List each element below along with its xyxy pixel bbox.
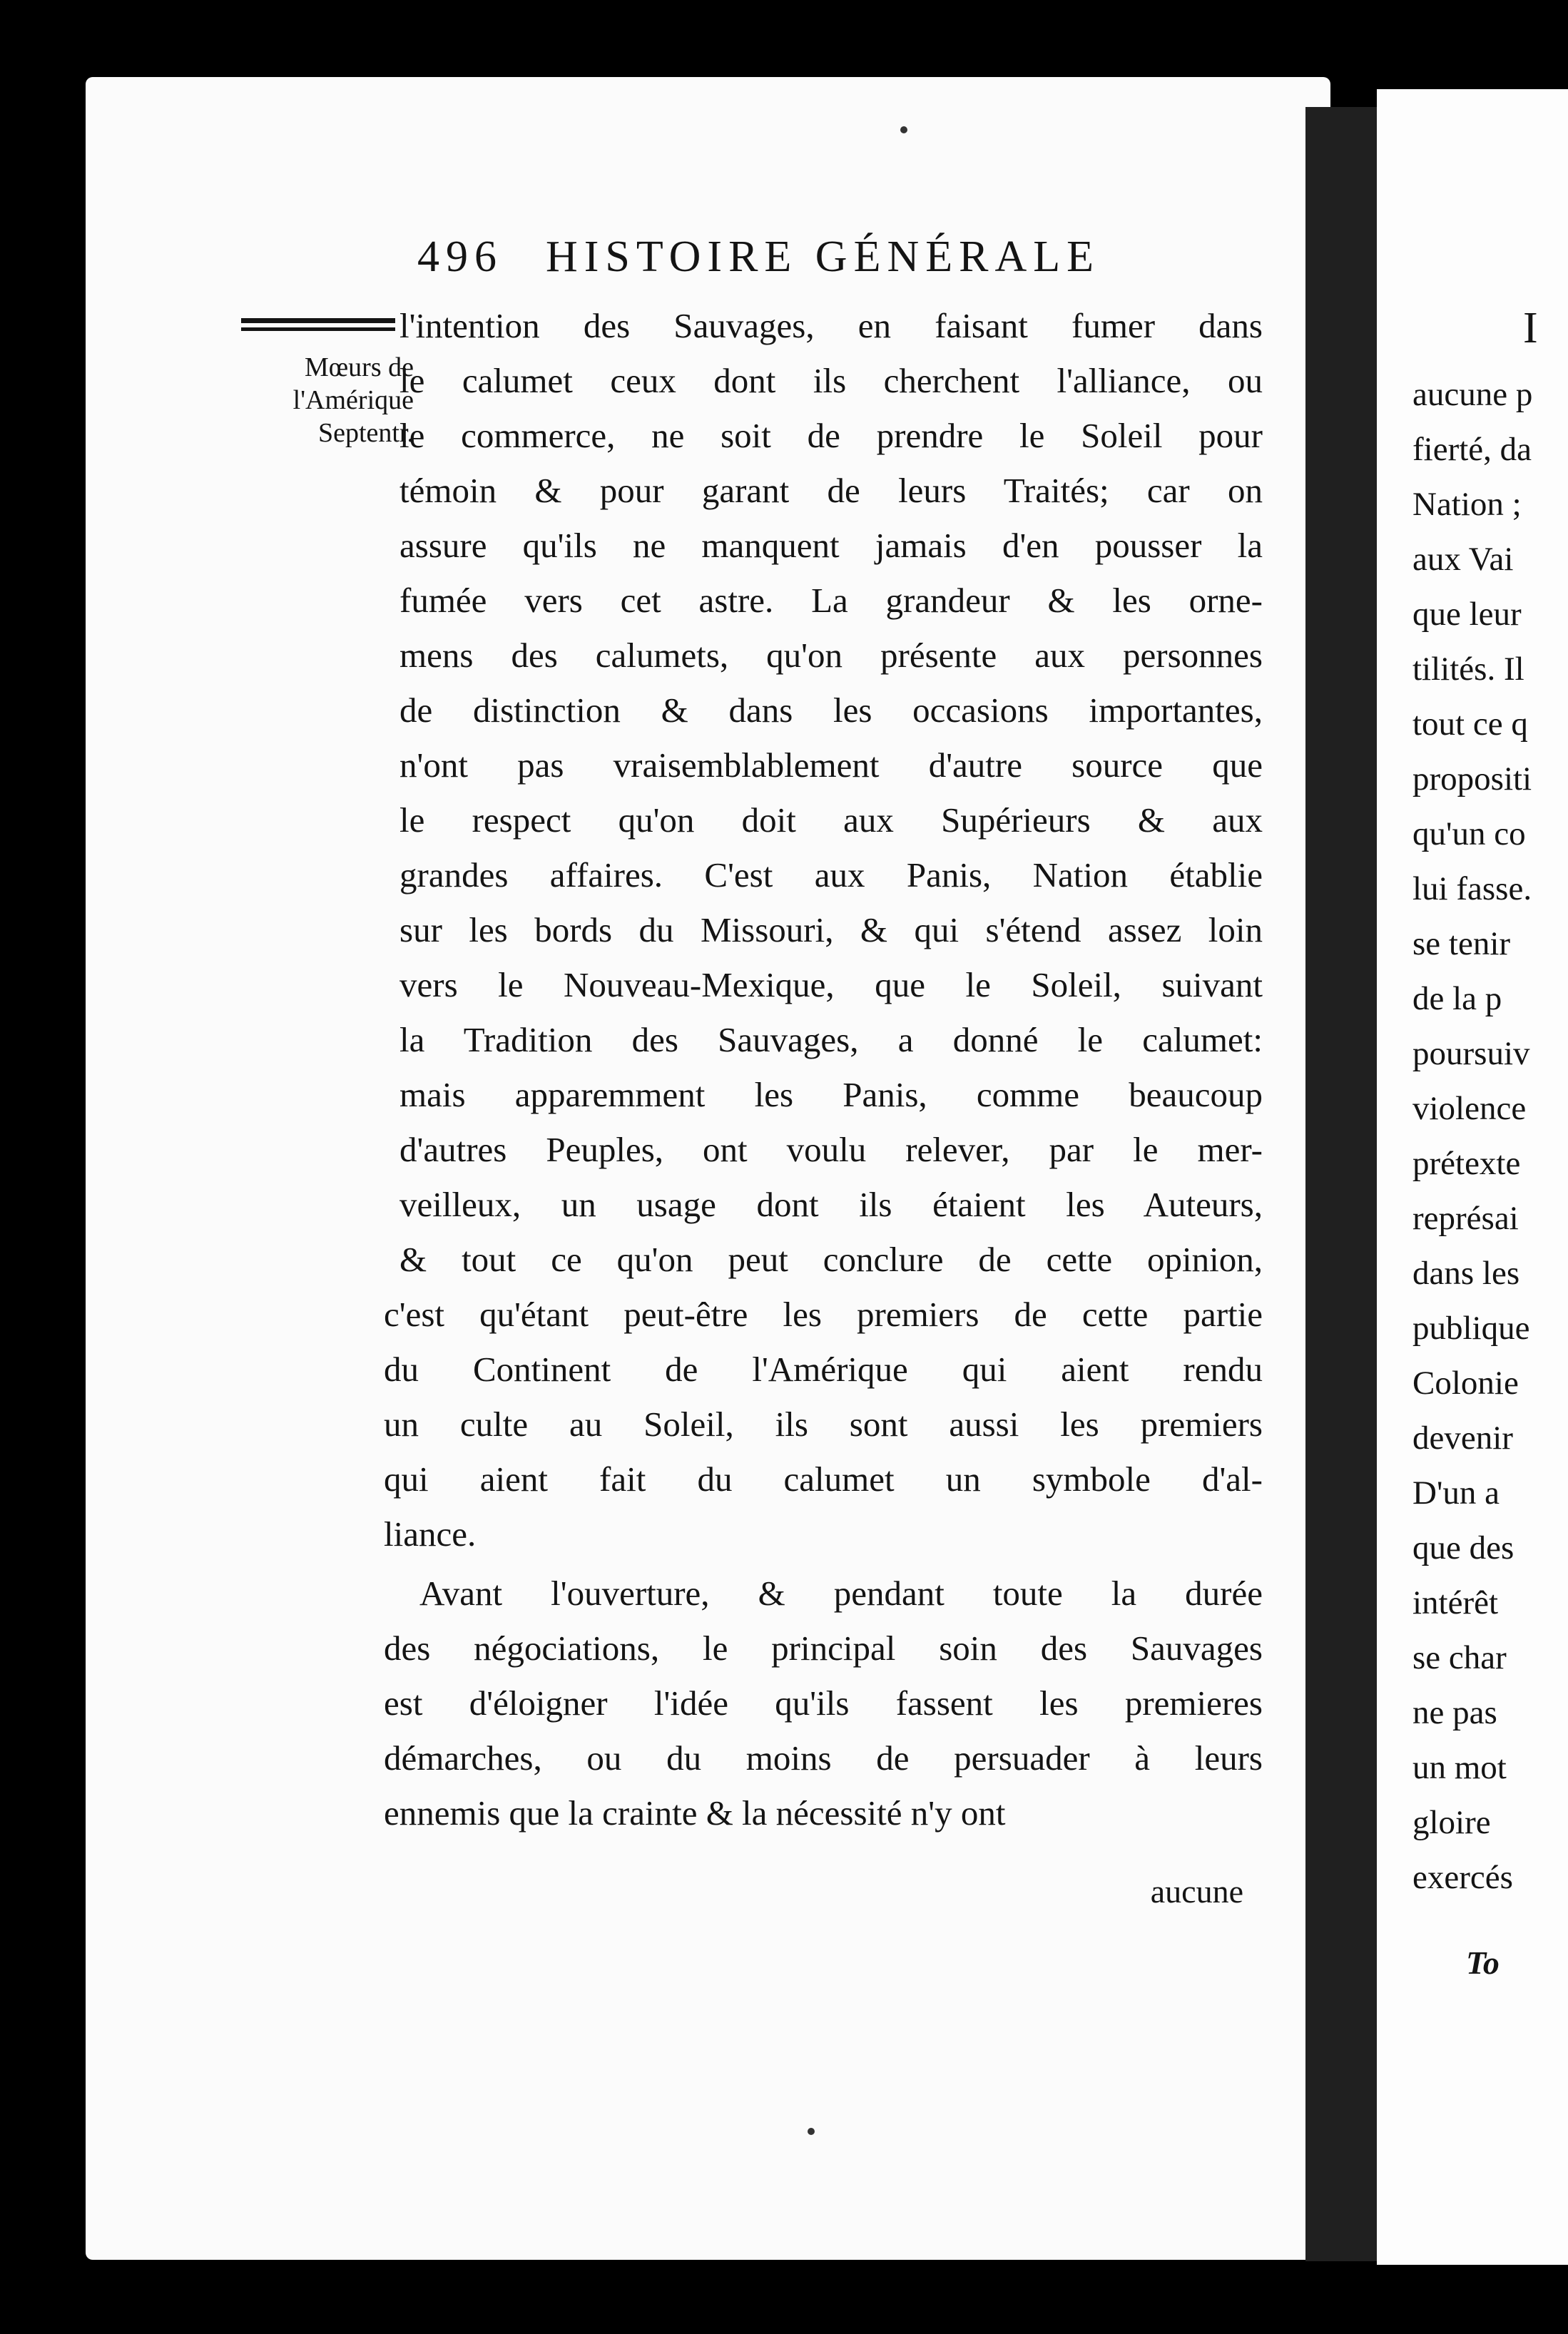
text-line: de distinction & dans les occasions importantes, (399, 690, 1263, 730)
right-text-line: représai (1412, 1200, 1519, 1237)
text-line: la Tradition des Sauvages, a donné le calumet: (399, 1020, 1263, 1059)
text-line: du Continent de l'Amérique qui aient rendu (384, 1350, 1263, 1389)
running-header (417, 232, 1159, 296)
marginal-note (228, 351, 414, 449)
right-text-line: ne pas (1412, 1694, 1497, 1731)
text-line: le calumet ceux dont ils cherchent l'alliance, ou (399, 361, 1263, 400)
text-line: le commerce, ne soit de prendre le Soleil pour (399, 416, 1263, 455)
right-text-line: devenir (1412, 1420, 1513, 1457)
text-line: mais apparemment les Panis, comme beaucoup (399, 1075, 1263, 1114)
text-line: des négociations, le principal soin des Sauvages (384, 1629, 1263, 1668)
text-line: c'est qu'étant peut-être les premiers de cette partie (384, 1295, 1263, 1334)
marginal-note-line: Mœurs de (304, 352, 414, 382)
text-line: veilleux, un usage dont ils étaient les Auteurs, (399, 1185, 1263, 1224)
text-line: sur les bords du Missouri, & qui s'étend assez loin (399, 910, 1263, 949)
text-line: ennemis que la crainte & la nécessité n'y ont (384, 1793, 1006, 1833)
right-text-line: intérêt (1412, 1584, 1499, 1621)
text-line: Avant l'ouverture, & pendant toute la durée (419, 1574, 1263, 1613)
right-page-footer-fragment: To (1466, 1945, 1500, 1981)
marginal-note-line: l'Amérique (292, 385, 414, 415)
text-line: un culte au Soleil, ils sont aussi les premiers (384, 1405, 1263, 1444)
print-speck (808, 2128, 815, 2135)
right-text-line: propositi (1412, 760, 1532, 797)
text-line: qui aient fait du calumet un symbole d'al- (384, 1459, 1263, 1499)
catchword: aucune (1150, 1873, 1243, 1910)
right-text-line: Colonie (1412, 1365, 1519, 1402)
right-text-line: tilités. Il (1412, 651, 1524, 688)
text-line: & tout ce qu'on peut conclure de cette opinion, (399, 1240, 1263, 1279)
right-page (1377, 89, 1568, 2265)
text-line: témoin & pour garant de leurs Traités; car on (399, 471, 1263, 510)
body-text (384, 298, 1263, 1840)
text-line: liance. (384, 1514, 477, 1554)
text-line: n'ont pas vraisemblablement d'autre source que (399, 745, 1263, 785)
text-line: assure qu'ils ne manquent jamais d'en pousser la (399, 526, 1263, 565)
text-line: est d'éloigner l'idée qu'ils fassent les premieres (384, 1683, 1263, 1723)
print-speck (900, 126, 907, 133)
text-line: d'autres Peuples, ont voulu relever, par le mer- (399, 1130, 1263, 1169)
right-text-line: aucune p (1412, 376, 1533, 413)
right-text-line: se char (1412, 1639, 1507, 1676)
text-line: le respect qu'on doit aux Supérieurs & aux (399, 800, 1263, 840)
right-text-line: prétexte (1412, 1145, 1521, 1182)
right-text-line: poursuiv (1412, 1035, 1530, 1072)
right-text-line: tout ce q (1412, 705, 1528, 743)
ornamental-rule (241, 318, 395, 331)
right-text-line: lui fasse. (1412, 870, 1532, 907)
right-page-text (1412, 367, 1532, 1905)
book-gutter (1305, 107, 1377, 2261)
right-text-line: que des (1412, 1529, 1514, 1566)
right-text-line: de la p (1412, 980, 1502, 1017)
right-text-line: qu'un co (1412, 815, 1526, 852)
text-line: mens des calumets, qu'on présente aux personnes (399, 636, 1263, 675)
page-number: 496 (417, 233, 503, 281)
running-title: HISTOIRE GÉNÉRALE (546, 233, 1100, 281)
right-text-line: que leur (1412, 596, 1522, 633)
right-text-line: D'un a (1412, 1474, 1500, 1512)
right-text-line: gloire (1412, 1804, 1491, 1841)
right-text-line: dans les (1412, 1255, 1520, 1292)
marginal-note-line: Septentr. (317, 418, 414, 448)
right-text-line: un mot (1412, 1749, 1507, 1786)
right-text-line: aux Vai (1412, 541, 1514, 578)
right-page-header-fragment: I (1523, 304, 1538, 352)
text-line: grandes affaires. C'est aux Panis, Nation établie (399, 855, 1263, 895)
right-text-line: violence (1412, 1090, 1527, 1127)
right-text-line: fierté, da (1412, 431, 1532, 468)
right-text-line: publique (1412, 1310, 1530, 1347)
right-text-line: se tenir (1412, 925, 1511, 962)
text-line: fumée vers cet astre. La grandeur & les orne- (399, 581, 1263, 620)
right-text-line: exercés (1412, 1859, 1513, 1896)
text-line: démarches, ou du moins de persuader à leurs (384, 1738, 1263, 1778)
text-line: l'intention des Sauvages, en faisant fumer dans (399, 306, 1263, 345)
right-text-line: Nation ; (1412, 486, 1522, 523)
text-line: vers le Nouveau-Mexique, que le Soleil, suivant (399, 965, 1263, 1004)
